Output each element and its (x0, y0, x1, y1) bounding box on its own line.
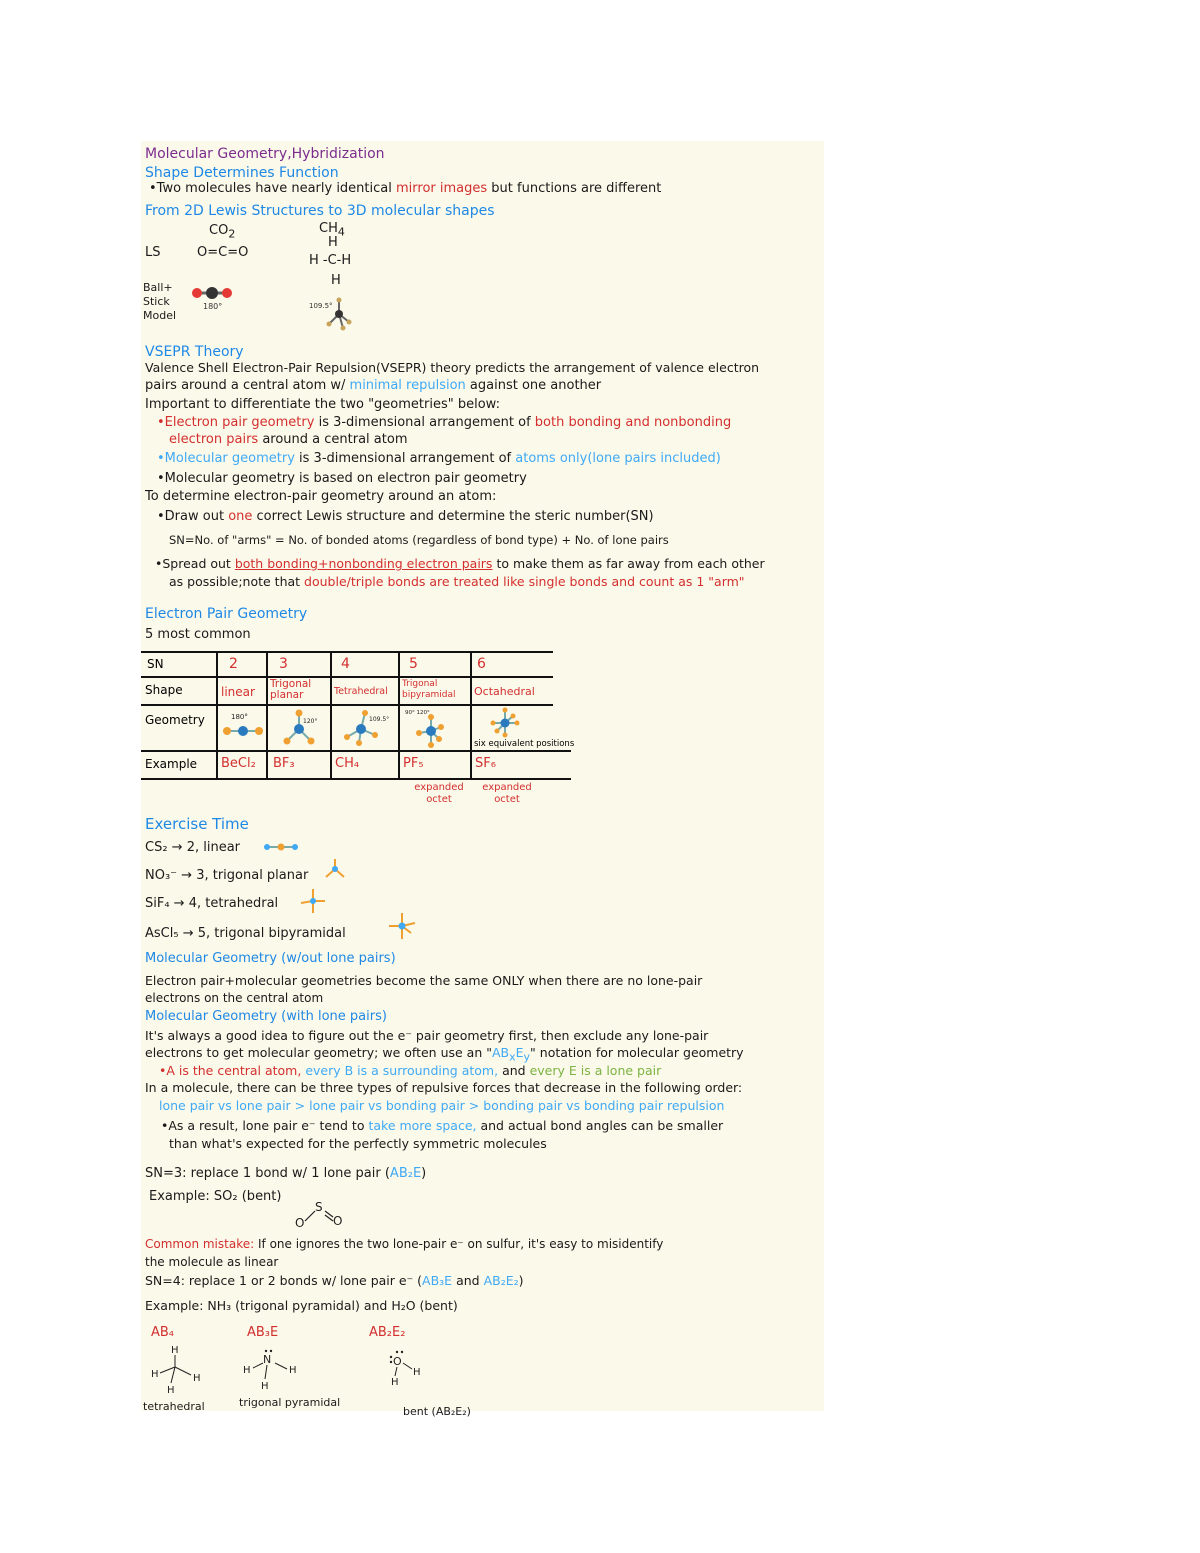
label-ab3e: AB₃E (247, 1325, 279, 1340)
ascl5-trigonal-bipyramidal-icon (387, 911, 417, 941)
linear-geometry-icon (221, 707, 265, 749)
text-highlight: every B is a surrounding atom, (305, 1063, 499, 1078)
sn-4: 4 (341, 656, 350, 672)
text-highlight: •A is the central atom, (159, 1063, 302, 1078)
heading-2d-3d: From 2D Lewis Structures to 3D molecular shapes (145, 203, 495, 219)
nh3-h2o-example: Example: NH₃ (trigonal pyramidal) and H₂O (bent) (145, 1298, 458, 1313)
note-page (141, 141, 824, 1418)
atom-h: H (167, 1385, 175, 1396)
formula-text: CO (209, 223, 229, 238)
sn3-rule (145, 1166, 426, 1182)
heading-mg-lone-pairs: Molecular Geometry (with lone pairs) (145, 1009, 387, 1024)
heading-shape-function: Shape Determines Function (145, 165, 339, 181)
ls-label: LS (145, 245, 161, 260)
example-pf5: PF₅ (403, 756, 424, 771)
heading-exercise-time: Exercise Time (145, 815, 249, 833)
co2-ball-stick-model (191, 283, 251, 313)
heading-mg-no-lone-pairs: Molecular Geometry (w/out lone pairs) (145, 951, 396, 966)
text-highlight: Common mistake: (145, 1237, 255, 1251)
atom-h: H (261, 1381, 269, 1392)
caption-trigonal-pyramidal: trigonal pyramidal (239, 1396, 341, 1409)
row-label-geometry: Geometry (145, 713, 205, 727)
text-highlight: E (515, 1045, 524, 1060)
text-segment: and actual bond angles can be smaller (480, 1118, 724, 1133)
heading-vsepr: VSEPR Theory (145, 344, 244, 360)
text-highlight: every E is a lone pair (529, 1063, 662, 1078)
angle-label: 180° (203, 302, 223, 311)
text-highlight: AB₂E₂ (483, 1273, 519, 1288)
example-ch4: CH₄ (335, 756, 360, 771)
text-segment: pairs around a central atom w/ (145, 378, 346, 393)
text-segment: is 3-dimensional arrangement of (299, 451, 512, 466)
atom-h: H (151, 1369, 159, 1380)
text-highlight: minimal repulsion (349, 378, 466, 393)
formula-sub: 4 (337, 225, 345, 239)
ch4-h-bot: H (331, 273, 341, 288)
bullet-spread-out (155, 556, 765, 572)
text-highlight: double/triple bonds are treated like single bonds and count as 1 "arm" (304, 574, 745, 589)
text-highlight: •Molecular geometry (157, 451, 295, 466)
bullet-draw-lewis (157, 509, 654, 525)
heading-electron-pair-geometry: Electron Pair Geometry (145, 606, 308, 622)
bullet-electron-pair-geometry-cont (169, 432, 408, 448)
atom-o: O (393, 1355, 402, 1368)
text-segment: but functions are different (491, 181, 662, 196)
text-segment: •Draw out (157, 509, 225, 524)
atom-o-left: O (295, 1216, 305, 1230)
atom-h: H (413, 1367, 421, 1378)
text-highlight: AB₃E (422, 1273, 453, 1288)
text-highlight: AB (491, 1045, 510, 1060)
repulsion-order: lone pair vs lone pair > lone pair vs bonding pair > bonding pair vs bonding pair repulsion (159, 1098, 725, 1113)
atom-s: S (315, 1200, 323, 1214)
exercise-sif4: SiF₄ → 4, tetrahedral (145, 896, 279, 911)
vsepr-line-1: Valence Shell Electron-Pair Repulsion(VSEPR) theory predicts the arrangement of valence electron (145, 360, 760, 375)
angle-label: 180° (231, 713, 248, 721)
ch4-h-top: H (328, 235, 338, 250)
text-sub: y (523, 1050, 531, 1064)
text-segment: against one another (469, 378, 602, 393)
shape-trigonal-planar: Trigonal planar (270, 678, 312, 701)
sn-3: 3 (279, 656, 288, 672)
sif4-tetrahedral-icon (299, 887, 327, 915)
sn-5: 5 (409, 656, 418, 672)
mg-no-lp-line-1: Electron pair+molecular geometries become the same ONLY when there are no lone-pair (145, 973, 703, 988)
bullet-abe-notation (159, 1063, 661, 1079)
text-segment: electrons to get molecular geometry; we often use an " (145, 1045, 492, 1060)
atom-n: N (263, 1353, 272, 1366)
epg-subtitle: 5 most common (145, 627, 251, 642)
text-highlight: electron pairs (169, 432, 259, 447)
angle-label: 109.5° (309, 302, 333, 310)
text-segment: ) (421, 1166, 427, 1181)
caption-tetrahedral: tetrahedral (143, 1400, 205, 1413)
text-highlight: mirror images (396, 181, 488, 196)
cs2-linear-icon (263, 839, 299, 855)
shape-trigonal-bipyramidal: Trigonal bipyramidal (402, 679, 456, 700)
water-structure (385, 1345, 435, 1389)
text-segment: around a central atom (262, 432, 408, 447)
ball-stick-label (143, 281, 176, 323)
caption-bent: bent (AB₂E₂) (403, 1405, 471, 1418)
label-line: Ball+ (143, 281, 173, 294)
text-highlight: both bonding and nonbonding (534, 415, 732, 430)
example-sf6: SF₆ (475, 756, 496, 771)
common-mistake (145, 1236, 663, 1252)
trigonal-planar-icon (275, 707, 325, 749)
trigonal-bipyramidal-icon (403, 707, 467, 749)
atom-h: H (171, 1345, 179, 1356)
so2-lewis-structure (289, 1197, 349, 1233)
formula-co2 (209, 223, 235, 243)
example-bf3: BF₃ (273, 756, 295, 771)
text-segment: and (502, 1063, 526, 1078)
sn-2: 2 (229, 656, 238, 672)
bullet-lone-pair-space (161, 1118, 723, 1134)
page-title: Molecular Geometry,Hybridization (145, 146, 385, 162)
methane-structure (151, 1341, 211, 1397)
exercise-ascl5: AsCl₅ → 5, trigonal bipyramidal (145, 926, 346, 941)
atom-o-right: O (333, 1214, 343, 1228)
text-segment: and (456, 1273, 480, 1288)
mg-lp-line-3: In a molecule, there can be three types of repulsive forces that decrease in the following order: (145, 1080, 743, 1095)
text-segment: correct Lewis structure and determine the steric number(SN) (256, 509, 654, 524)
text-segment: " notation for molecular geometry (530, 1045, 744, 1060)
label-ab4: AB₄ (151, 1325, 175, 1340)
angle-label: 90° 120° (405, 710, 430, 716)
shape-linear: linear (221, 685, 255, 699)
note-sf6-expanded-octet: expanded octet (482, 782, 532, 805)
bullet-spread-out-cont (169, 574, 745, 590)
ch4-h-mid: H -C-H (309, 253, 352, 268)
text-highlight: •Electron pair geometry (157, 415, 315, 430)
text-segment: is 3-dimensional arrangement of (318, 415, 531, 430)
co2-lewis: O=C=O (197, 245, 249, 260)
formula-text: CH (319, 221, 338, 236)
text-highlight: AB₂E (389, 1166, 422, 1181)
note-pf5-expanded-octet: expanded octet (414, 782, 464, 805)
row-label-shape: Shape (145, 683, 183, 697)
sn4-rule (145, 1273, 524, 1289)
text-highlight: both bonding+nonbonding electron pairs (234, 556, 493, 571)
bullet-molecular-geometry (157, 451, 721, 467)
sn-definition: SN=No. of "arms" = No. of bonded atoms (regardless of bond type) + No. of lone pairs (169, 533, 669, 547)
text-segment: If one ignores the two lone-pair e⁻ on sulfur, it's easy to misidentify (257, 1237, 664, 1251)
bullet-lone-pair-space-cont: than what's expected for the perfectly symmetric molecules (169, 1136, 547, 1151)
text-segment: to make them as far away from each other (496, 556, 765, 571)
text-segment: ) (518, 1273, 524, 1288)
exercise-cs2: CS₂ → 2, linear (145, 840, 241, 855)
tetrahedral-icon (337, 707, 395, 749)
text-highlight: one (228, 509, 253, 524)
text-highlight: atoms only(lone pairs included) (515, 451, 721, 466)
atom-h: H (193, 1373, 201, 1384)
no3-trigonal-planar-icon (323, 857, 347, 881)
atom-h: H (243, 1365, 251, 1376)
so2-example: Example: SO₂ (bent) (149, 1189, 282, 1204)
label-ab2e2: AB₂E₂ (369, 1325, 406, 1340)
text-segment: •Two molecules have nearly identical (149, 181, 392, 196)
row-label-example: Example (145, 757, 198, 771)
formula-sub: 2 (228, 227, 236, 241)
sn-6: 6 (477, 656, 486, 672)
text-highlight: take more space, (368, 1118, 477, 1133)
octahedral-note: six equivalent positions (474, 739, 575, 749)
octahedral-icon (487, 707, 527, 737)
atom-h: H (289, 1365, 297, 1376)
vsepr-line-4: To determine electron-pair geometry around an atom: (145, 489, 497, 504)
text-segment: •Spread out (155, 556, 231, 571)
common-mistake-cont: the molecule as linear (145, 1255, 279, 1269)
exercise-no3: NO₃⁻ → 3, trigonal planar (145, 868, 309, 883)
label-line: Stick (143, 295, 170, 308)
text-segment: •As a result, lone pair e⁻ tend to (161, 1118, 365, 1133)
row-label-sn: SN (147, 657, 164, 671)
ch4-ball-stick-model (309, 296, 359, 332)
label-line: Model (143, 309, 177, 322)
bullet-molecular-based: •Molecular geometry is based on electron pair geometry (157, 471, 527, 486)
angle-label: 120° (303, 718, 318, 725)
vsepr-line-3: Important to differentiate the two "geometries" below: (145, 397, 500, 412)
bullet-mirror-images (149, 181, 661, 197)
text-sub: x (509, 1050, 516, 1064)
example-becl2: BeCl₂ (221, 756, 256, 771)
mg-lp-line-1: It's always a good idea to figure out the e⁻ pair geometry first, then exclude any lone-pair (145, 1028, 709, 1043)
shape-octahedral: Octahedral (474, 685, 535, 698)
ammonia-structure (239, 1341, 309, 1397)
angle-label: 109.5° (369, 716, 390, 723)
sn-table (141, 649, 575, 784)
text-segment: SN=4: replace 1 or 2 bonds w/ lone pair e⁻ ( (145, 1273, 423, 1288)
mg-no-lp-line-2: electrons on the central atom (145, 991, 324, 1005)
text-segment: as possible;note that (169, 574, 301, 589)
vsepr-line-2 (145, 378, 601, 394)
text-segment: SN=3: replace 1 bond w/ 1 lone pair ( (145, 1166, 390, 1181)
atom-h: H (391, 1377, 399, 1388)
bullet-electron-pair-geometry (157, 415, 731, 431)
shape-tetrahedral: Tetrahedral (334, 686, 388, 697)
